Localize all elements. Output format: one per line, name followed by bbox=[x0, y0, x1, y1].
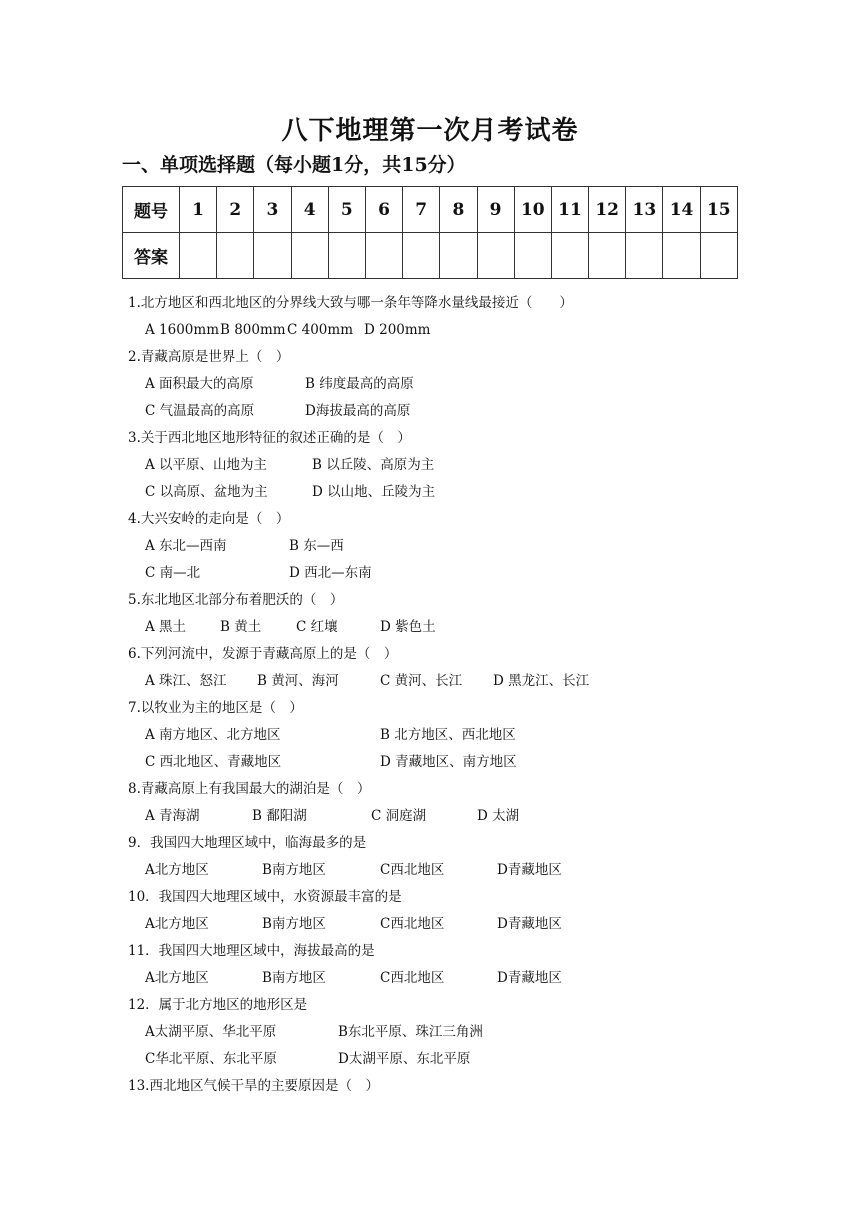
question-number-cell: 11 bbox=[551, 187, 588, 233]
option: C西北地区 bbox=[380, 970, 445, 986]
option: B 鄱阳湖 bbox=[252, 808, 307, 824]
answer-cell[interactable] bbox=[663, 233, 700, 279]
option: B南方地区 bbox=[262, 970, 326, 986]
option: C 南—北 bbox=[145, 565, 201, 581]
option: B 800mm bbox=[220, 322, 286, 338]
question-number-row bbox=[123, 187, 738, 233]
answer-cell[interactable] bbox=[291, 233, 328, 279]
answer-row bbox=[123, 233, 738, 279]
option: A 东北—西南 bbox=[145, 538, 227, 554]
question-number-cell: 4 bbox=[291, 187, 328, 233]
option-row bbox=[128, 857, 768, 884]
option-row bbox=[128, 668, 768, 695]
question-number-cell: 14 bbox=[663, 187, 700, 233]
question-stem: 7.以牧业为主的地区是（ ） bbox=[128, 700, 303, 716]
option-row bbox=[128, 452, 768, 479]
answer-cell[interactable] bbox=[365, 233, 402, 279]
question-stem: 11．我国四大地理区域中，海拔最高的是 bbox=[128, 943, 375, 959]
option: D 紫色土 bbox=[380, 619, 436, 635]
answer-cell[interactable] bbox=[700, 233, 737, 279]
option: D青藏地区 bbox=[497, 970, 562, 986]
option: D 黑龙江、长江 bbox=[493, 673, 590, 689]
answer-cell[interactable] bbox=[180, 233, 217, 279]
option: A北方地区 bbox=[145, 862, 209, 878]
option: A太湖平原、华北平原 bbox=[145, 1024, 277, 1040]
answer-cell[interactable] bbox=[403, 233, 440, 279]
question-number-cell: 9 bbox=[477, 187, 514, 233]
option-row bbox=[128, 1046, 768, 1073]
option: A北方地区 bbox=[145, 970, 209, 986]
question-stem: 8.青藏高原上有我国最大的湖泊是（ ） bbox=[128, 781, 371, 797]
question-number-cell: 15 bbox=[700, 187, 737, 233]
option: B 以丘陵、高原为主 bbox=[312, 457, 435, 473]
option: A北方地区 bbox=[145, 916, 209, 932]
option: C西北地区 bbox=[380, 916, 445, 932]
option: C 气温最高的高原 bbox=[145, 403, 255, 419]
question-number-cell: 7 bbox=[403, 187, 440, 233]
section-heading: 一、单项选择题（每小题1分，共15分） bbox=[122, 154, 466, 176]
option-row bbox=[128, 398, 768, 425]
option: A 1600mm bbox=[145, 322, 219, 338]
option-row bbox=[128, 749, 768, 776]
option: B南方地区 bbox=[262, 916, 326, 932]
answer-grid bbox=[122, 186, 738, 279]
question-number-cell: 13 bbox=[626, 187, 663, 233]
option: C西北地区 bbox=[380, 862, 445, 878]
question-number-cell: 12 bbox=[589, 187, 626, 233]
option: D太湖平原、东北平原 bbox=[338, 1051, 471, 1067]
answer-cell[interactable] bbox=[551, 233, 588, 279]
question-number-label: 题号 bbox=[123, 187, 180, 233]
answer-cell[interactable] bbox=[217, 233, 254, 279]
option-row bbox=[128, 911, 768, 938]
option: A 青海湖 bbox=[145, 808, 200, 824]
question-stem: 1.北方地区和西北地区的分界线大致与哪一条年等降水量线最接近（ ） bbox=[128, 295, 573, 311]
answer-cell[interactable] bbox=[589, 233, 626, 279]
option: B南方地区 bbox=[262, 862, 326, 878]
option: B 东—西 bbox=[289, 538, 344, 554]
option: D青藏地区 bbox=[497, 916, 562, 932]
option: C 黄河、长江 bbox=[380, 673, 463, 689]
page-title: 八下地理第一次月考试卷 bbox=[281, 116, 579, 146]
option: A 南方地区、北方地区 bbox=[145, 727, 281, 743]
option: A 黑土 bbox=[145, 619, 187, 635]
option-row bbox=[128, 722, 768, 749]
question-stem: 2.青藏高原是世界上（ ） bbox=[128, 349, 290, 365]
option: B东北平原、珠江三角洲 bbox=[338, 1024, 483, 1040]
question-number-cell: 1 bbox=[180, 187, 217, 233]
option: B 黄土 bbox=[220, 619, 262, 635]
question-stem: 6.下列河流中，发源于青藏高原上的是（ ） bbox=[128, 646, 398, 662]
option-row bbox=[128, 317, 768, 344]
option-row bbox=[128, 803, 768, 830]
option: A 珠江、怒江 bbox=[145, 673, 227, 689]
question-stem: 9．我国四大地理区域中，临海最多的是 bbox=[128, 835, 367, 851]
option: B 黄河、海河 bbox=[257, 673, 339, 689]
option: D 西北—东南 bbox=[289, 565, 372, 581]
option-row bbox=[128, 479, 768, 506]
question-stem: 12．属于北方地区的地形区是 bbox=[128, 997, 308, 1013]
answer-cell[interactable] bbox=[328, 233, 365, 279]
option: A 面积最大的高原 bbox=[145, 376, 254, 392]
question-number-cell: 5 bbox=[328, 187, 365, 233]
option: C华北平原、东北平原 bbox=[145, 1051, 277, 1067]
answer-cell[interactable] bbox=[254, 233, 291, 279]
option: C 洞庭湖 bbox=[371, 808, 427, 824]
option-row bbox=[128, 371, 768, 398]
question-number-cell: 6 bbox=[365, 187, 402, 233]
question-number-cell: 2 bbox=[217, 187, 254, 233]
question-stem: 3.关于西北地区地形特征的叙述正确的是（ ） bbox=[128, 430, 411, 446]
option: D青藏地区 bbox=[497, 862, 562, 878]
option-row bbox=[128, 560, 768, 587]
option: C 红壤 bbox=[296, 619, 338, 635]
option-row bbox=[128, 614, 768, 641]
option-row bbox=[128, 965, 768, 992]
question-number-cell: 3 bbox=[254, 187, 291, 233]
answer-cell[interactable] bbox=[626, 233, 663, 279]
question-number-cell: 8 bbox=[440, 187, 477, 233]
option: C 400mm bbox=[287, 322, 353, 338]
option: D 青藏地区、南方地区 bbox=[380, 754, 517, 770]
option: B 北方地区、西北地区 bbox=[380, 727, 516, 743]
answer-label: 答案 bbox=[123, 233, 180, 279]
option: D 太湖 bbox=[477, 808, 520, 824]
option: D 200mm bbox=[364, 322, 431, 338]
answer-cell[interactable] bbox=[514, 233, 551, 279]
question-stem: 10．我国四大地理区域中，水资源最丰富的是 bbox=[128, 889, 402, 905]
question-stem: 5.东北地区北部分布着肥沃的（ ） bbox=[128, 592, 344, 608]
option: A 以平原、山地为主 bbox=[145, 457, 268, 473]
option: C 西北地区、青藏地区 bbox=[145, 754, 282, 770]
question-stem: 4.大兴安岭的走向是（ ） bbox=[128, 511, 290, 527]
question-list bbox=[128, 290, 768, 1100]
option: B 纬度最高的高原 bbox=[305, 376, 414, 392]
option: C 以高原、盆地为主 bbox=[145, 484, 268, 500]
option: D 以山地、丘陵为主 bbox=[312, 484, 436, 500]
question-stem: 13.西北地区气候干旱的主要原因是（ ） bbox=[128, 1078, 379, 1094]
option-row bbox=[128, 533, 768, 560]
option-row bbox=[128, 1019, 768, 1046]
answer-cell[interactable] bbox=[477, 233, 514, 279]
option: D海拔最高的高原 bbox=[305, 403, 411, 419]
question-number-cell: 10 bbox=[514, 187, 551, 233]
answer-cell[interactable] bbox=[440, 233, 477, 279]
